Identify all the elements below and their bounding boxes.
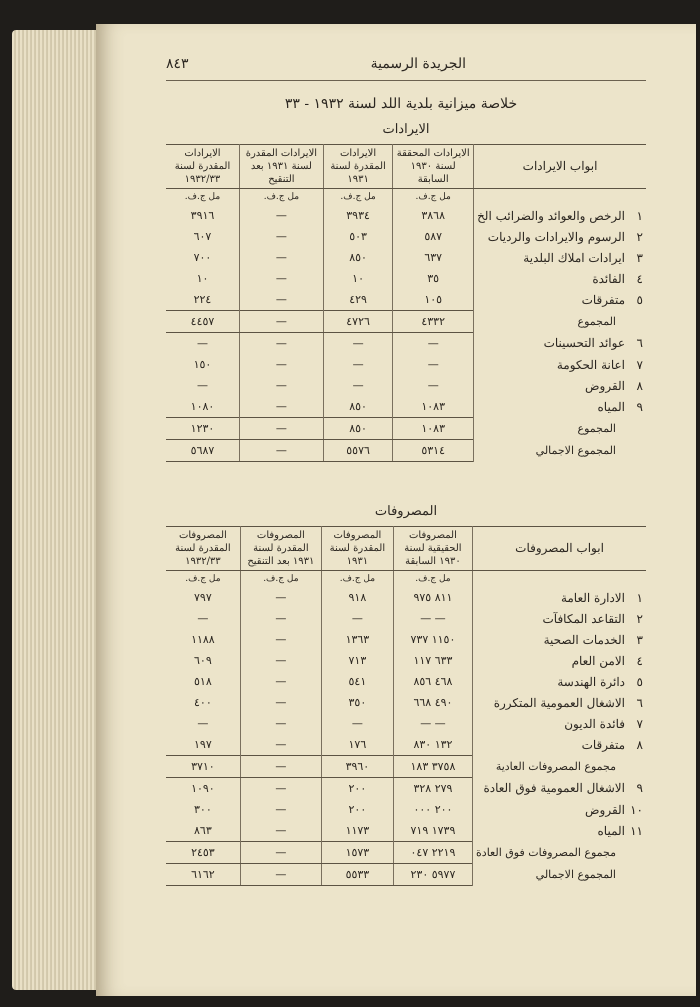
expenses-header-actual-1930: المصروفات الحقيقية لسنة ١٩٣٠ السابقة [393, 527, 472, 571]
revenue-row-label [474, 205, 646, 226]
revenue-cell-d: — [196, 379, 208, 392]
expenses-row-number: ١٠ [630, 802, 643, 817]
expenses-cell-d: ٢٤٥٣ [166, 842, 240, 864]
expenses-row [166, 820, 646, 842]
expenses-row-number: ١ [636, 590, 643, 605]
expenses-row [166, 692, 646, 713]
expenses-cell-b: ٣٥٠ [321, 692, 393, 713]
expenses-row-label [473, 650, 646, 671]
expenses-header-row [166, 527, 646, 571]
revenue-row-text: الرسوم والايرادات والرديات [487, 229, 625, 244]
revenue-cell-d: ١٠ [196, 272, 209, 285]
expenses-row [166, 713, 646, 734]
expenses-unit-label: مل ج.ف. [240, 571, 321, 588]
revenue-cell-a: ٦٣٧ [393, 247, 474, 268]
expenses-cell-a: — — [393, 713, 472, 734]
revenue-cell-b: — [323, 333, 392, 355]
expenses-cell-b: ١٥٧٣ [321, 842, 393, 864]
revenue-cell-b: ٨٥٠ [323, 247, 392, 268]
revenue-cell-c: — [239, 396, 323, 418]
revenue-cell-d: ١٢٣٠ [166, 418, 239, 440]
revenue-cell-c: — [239, 289, 323, 311]
revenue-cell-b: — [323, 354, 392, 375]
expenses-row [166, 608, 646, 629]
expenses-row [166, 778, 646, 800]
revenue-row-text: المجموع الاجمالي [535, 444, 616, 457]
expenses-cell-b: ٥٤١ [321, 671, 393, 692]
expenses-cell-d: ٣٠٠ [194, 803, 212, 816]
expenses-cell-b: ٢٠٠ [321, 799, 393, 820]
revenue-row [166, 396, 646, 418]
revenue-row-label [474, 268, 646, 289]
expenses-cell-c: — [240, 608, 321, 629]
expenses-cell-c: — [240, 650, 321, 671]
expenses-cell-b: ٥٥٣٣ [321, 864, 393, 886]
expenses-row-number: ٢ [636, 611, 643, 626]
revenue-cell-a: ٣٨٦٨ [393, 205, 474, 226]
expenses-cell-d: ٦٠٩ [194, 654, 212, 667]
revenue-row-label [474, 247, 646, 268]
expenses-units-row [166, 571, 646, 588]
expenses-cell-a: ٤٦٨ ٨٥٦ [393, 671, 472, 692]
expenses-cell-c: — [240, 842, 321, 864]
revenue-row-text: اعانة الحكومة [556, 357, 625, 372]
expenses-row-label [473, 734, 646, 756]
revenue-cell-c: — [239, 205, 323, 226]
expenses-row-number: ٥ [636, 674, 643, 689]
expenses-row-text: الخدمات الصحية [543, 632, 625, 647]
revenue-row-label [474, 354, 646, 375]
revenue-row [166, 226, 646, 247]
revenue-row-label [474, 289, 646, 311]
revenue-row-text: الفائدة [592, 271, 625, 286]
expenses-row-label [473, 864, 646, 886]
expenses-cell-d: — [197, 717, 209, 730]
revenue-row-text: عوائد التحسينات [543, 336, 625, 351]
revenue-cell-a: — [393, 375, 474, 396]
revenue-cell-b: ٥٥٧٦ [323, 440, 392, 462]
revenue-row-number: ١ [636, 208, 643, 223]
revenue-row-number: ٣ [636, 250, 643, 265]
expenses-row-number: ١١ [630, 823, 643, 838]
revenue-cell-b: ٨٥٠ [323, 418, 392, 440]
revenue-row [166, 418, 646, 440]
expenses-row [166, 650, 646, 671]
expenses-cell-a: ١٣٢ ٨٣٠ [393, 734, 472, 756]
revenue-cell-a: ٥٣١٤ [393, 440, 474, 462]
expenses-row-text: القروض [585, 802, 625, 817]
expenses-row [166, 864, 646, 886]
revenue-unit-label: مل ج.ف. [184, 192, 221, 202]
revenue-row-number: ٦ [636, 336, 643, 351]
expenses-cell-b: ١٣٦٣ [321, 629, 393, 650]
expenses-cell-c: — [240, 692, 321, 713]
expenses-cell-c: — [240, 587, 321, 608]
revenue-row-number: ٢ [636, 229, 643, 244]
revenue-cell-a: — [393, 333, 474, 355]
expenses-row-text: دائرة الهندسة [557, 674, 625, 689]
revenue-row-text: ايرادات املاك البلدية [523, 250, 625, 265]
expenses-row-label [473, 671, 646, 692]
expenses-header-label: ابواب المصروفات [473, 527, 646, 571]
expenses-row-number: ٧ [636, 716, 643, 731]
revenue-cell-a: ١٠٨٣ [393, 418, 474, 440]
expenses-unit-label: مل ج.ف. [185, 574, 221, 584]
revenue-cell-c: — [239, 440, 323, 462]
expenses-row [166, 629, 646, 650]
revenue-cell-d: ٤٤٥٧ [166, 311, 239, 333]
expenses-row-label [473, 778, 646, 800]
revenue-cell-a: ١٠٥ [393, 289, 474, 311]
revenue-row-text: المياه [597, 399, 625, 414]
revenue-row [166, 289, 646, 311]
revenue-cell-c: — [239, 268, 323, 289]
expenses-row-number: ٩ [636, 781, 643, 796]
expenses-units-blank [473, 571, 646, 588]
expenses-cell-b: ١١٧٣ [321, 820, 393, 842]
page-number: ٨٤٣ [166, 56, 189, 72]
revenue-cell-a: ٥٨٧ [393, 226, 474, 247]
revenue-header-estimated-1931: الايرادات المقدرة لسنة ١٩٣١ [323, 145, 392, 189]
expenses-row [166, 756, 646, 778]
revenue-row-label [474, 311, 646, 333]
revenue-table [166, 144, 646, 462]
budget-title: خلاصة ميزانية بلدية اللد لسنة ١٩٣٢ - ٣٣ [284, 96, 518, 112]
revenue-row-text: المجموع [577, 315, 616, 328]
revenue-cell-d: ١٠٨٠ [190, 400, 215, 413]
expenses-cell-c: — [240, 629, 321, 650]
revenue-cell-d: ٢٢٤ [193, 293, 212, 306]
revenue-cell-a: ٣٥ [393, 268, 474, 289]
revenue-cell-b: ٥٠٣ [323, 226, 392, 247]
revenue-row [166, 311, 646, 333]
revenue-cell-a: — [393, 354, 474, 375]
revenue-row-number: ٧ [636, 357, 643, 372]
expenses-cell-c: — [240, 713, 321, 734]
expenses-cell-b: ٣٩٦٠ [321, 756, 393, 778]
revenue-row-text: القروض [585, 378, 625, 393]
expenses-cell-a: ٢٠٠ ٠٠٠ [393, 799, 472, 820]
revenue-cell-d: ١٥٠ [193, 358, 212, 371]
expenses-cell-a: ٦٣٣ ١١٧ [393, 650, 472, 671]
revenue-row-text: المجموع [577, 422, 616, 435]
expenses-row-text: الاشغال العمومية فوق العادة [483, 781, 625, 796]
expenses-cell-c: — [240, 799, 321, 820]
expenses-section-title: المصروفات [374, 504, 438, 519]
expenses-header-estimated-1931: المصروفات المقدرة لسنة ١٩٣١ [321, 527, 393, 571]
expenses-row-text: الاشغال العمومية المتكررة [493, 695, 625, 710]
expenses-row-text: المياه [597, 823, 625, 838]
expenses-cell-d: ١٩٧ [194, 738, 212, 751]
revenue-cell-c: — [239, 311, 323, 333]
revenue-row-label [474, 396, 646, 418]
expenses-row-label [473, 692, 646, 713]
expenses-cell-d: ٤٠٠ [194, 696, 212, 709]
expenses-cell-d: ٥١٨ [194, 675, 212, 688]
revenue-header-actual-1930: الايرادات المحققة لسنة ١٩٣٠ السابقة [393, 145, 474, 189]
revenue-cell-a: ١٠٨٣ [393, 396, 474, 418]
page-header [166, 54, 646, 81]
revenue-row-number: ٨ [636, 378, 643, 393]
revenue-cell-d: ٣٩١٦ [190, 209, 215, 222]
expenses-row [166, 734, 646, 756]
expenses-cell-b: — [321, 608, 393, 629]
revenue-cell-c: — [239, 226, 323, 247]
expenses-row-text: الادارة العامة [560, 590, 625, 605]
expenses-cell-a: ٥٩٧٧ ٢٣٠ [393, 864, 472, 886]
revenue-cell-b: ٣٩٣٤ [323, 205, 392, 226]
expenses-row [166, 587, 646, 608]
revenue-unit-label: مل ج.ف. [323, 189, 392, 206]
expenses-row-number: ٨ [636, 737, 643, 752]
expenses-row [166, 842, 646, 864]
expenses-row-label [473, 713, 646, 734]
expenses-cell-d: ١١٨٨ [191, 633, 215, 646]
expenses-cell-c: — [240, 756, 321, 778]
revenue-row [166, 333, 646, 355]
expenses-cell-a: ٨١١ ٩٧٥ [393, 587, 472, 608]
expenses-cell-d: ٣٧١٠ [166, 756, 240, 778]
expenses-cell-c: — [240, 671, 321, 692]
revenue-row-label [474, 333, 646, 355]
expenses-cell-b: — [321, 713, 393, 734]
revenue-row-label [474, 418, 646, 440]
expenses-header-revised-1931: المصروفات المقدرة لسنة ١٩٣١ بعد التنقيح [240, 527, 321, 571]
gazette-title: الجريدة الرسمية [370, 56, 466, 72]
expenses-cell-a: ١٧٣٩ ٧١٩ [393, 820, 472, 842]
revenue-units-blank [474, 189, 646, 206]
revenue-row-label [474, 440, 646, 462]
revenue-unit-label: مل ج.ف. [239, 189, 323, 206]
expenses-row [166, 799, 646, 820]
expenses-row-text: فائدة الديون [564, 716, 625, 731]
revenue-units-row [166, 189, 646, 206]
revenue-header-estimated-1932: الايرادات المقدرة لسنة ١٩٣٢/٣٣ [166, 145, 239, 189]
revenue-cell-b: ٨٥٠ [323, 396, 392, 418]
expenses-unit-label: مل ج.ف. [393, 571, 472, 588]
revenue-cell-c: — [239, 418, 323, 440]
revenue-row-number: ٩ [636, 399, 643, 414]
expenses-cell-d: — [197, 612, 209, 625]
revenue-row [166, 354, 646, 375]
expenses-row-label [473, 842, 646, 864]
revenue-header-revised-1931: الايرادات المقدرة لسنة ١٩٣١ بعد التنقيح [239, 145, 323, 189]
revenue-row-number: ٤ [636, 271, 643, 286]
expenses-row-label [473, 756, 646, 778]
revenue-header-label: ابواب الايرادات [474, 145, 646, 189]
expenses-row-label [473, 608, 646, 629]
revenue-row-label [474, 375, 646, 396]
revenue-cell-c: — [239, 247, 323, 268]
revenue-cell-b: ١٠ [323, 268, 392, 289]
revenue-row [166, 268, 646, 289]
revenue-row [166, 375, 646, 396]
expenses-unit-label: مل ج.ف. [321, 571, 393, 588]
revenue-cell-d: ٥٦٨٧ [166, 440, 239, 462]
expenses-cell-a: ٢٢١٩ ٠٤٧ [393, 842, 472, 864]
expenses-row-text: الامن العام [571, 653, 625, 668]
expenses-header-estimated-1932: المصروفات المقدرة لسنة ١٩٣٢/٣٣ [166, 527, 240, 571]
expenses-cell-a: ٢٧٩ ٣٢٨ [393, 778, 472, 800]
revenue-cell-c: — [239, 333, 323, 355]
revenue-row [166, 205, 646, 226]
expenses-cell-d: ٦١٦٢ [166, 864, 240, 886]
expenses-row-number: ٤ [636, 653, 643, 668]
expenses-cell-c: — [240, 864, 321, 886]
revenue-cell-c: — [239, 354, 323, 375]
revenue-cell-d: ٧٠٠ [193, 251, 212, 264]
expenses-cell-a: ٣٧٥٨ ١٨٣ [393, 756, 472, 778]
revenue-row-label [474, 226, 646, 247]
revenue-row-text: الرخص والعوائد والضرائب الخ [477, 208, 625, 223]
revenue-cell-b: ٤٧٢٦ [323, 311, 392, 333]
expenses-row-text: المجموع الاجمالي [535, 868, 616, 881]
expenses-row [166, 671, 646, 692]
expenses-cell-c: — [240, 820, 321, 842]
revenue-row-text: متفرقات [581, 292, 625, 307]
revenue-row [166, 440, 646, 462]
expenses-row-label [473, 629, 646, 650]
expenses-cell-b: ٧١٣ [321, 650, 393, 671]
expenses-cell-b: ٩١٨ [321, 587, 393, 608]
revenue-cell-c: — [239, 375, 323, 396]
expenses-cell-d: ٧٩٧ [194, 591, 212, 604]
expenses-row-text: متفرقات [581, 737, 625, 752]
expenses-cell-b: ١٧٦ [321, 734, 393, 756]
revenue-cell-a: ٤٣٣٢ [393, 311, 474, 333]
expenses-row-label [473, 587, 646, 608]
revenue-cell-d: ٦٠٧ [193, 230, 212, 243]
expenses-row-text: التقاعد المكافآت [542, 611, 625, 626]
revenue-header-row [166, 145, 646, 189]
document-page [96, 24, 696, 996]
revenue-unit-label: مل ج.ف. [393, 189, 474, 206]
expenses-table [166, 526, 646, 886]
expenses-cell-a: ٤٩٠ ٦٦٨ [393, 692, 472, 713]
revenue-row [166, 247, 646, 268]
revenue-cell-b: ٤٢٩ [323, 289, 392, 311]
expenses-cell-b: ٢٠٠ [321, 778, 393, 800]
expenses-row-text: مجموع المصروفات فوق العادة [476, 846, 616, 859]
expenses-cell-c: — [240, 778, 321, 800]
expenses-cell-d: ٨٦٣ [194, 824, 212, 837]
expenses-row-text: مجموع المصروفات العادية [495, 760, 616, 773]
expenses-row-label [473, 799, 646, 820]
expenses-row-number: ٦ [636, 695, 643, 710]
expenses-cell-c: — [240, 734, 321, 756]
expenses-row-number: ٣ [636, 632, 643, 647]
revenue-cell-d: — [196, 337, 208, 350]
revenue-row-number: ٥ [636, 292, 643, 307]
expenses-cell-a: — — [393, 608, 472, 629]
revenue-section-title: الايرادات [382, 122, 430, 137]
expenses-cell-d: ١٠٩٠ [191, 782, 215, 795]
expenses-row-label [473, 820, 646, 842]
expenses-cell-a: ١١٥٠ ٧٣٧ [393, 629, 472, 650]
revenue-cell-b: — [323, 375, 392, 396]
